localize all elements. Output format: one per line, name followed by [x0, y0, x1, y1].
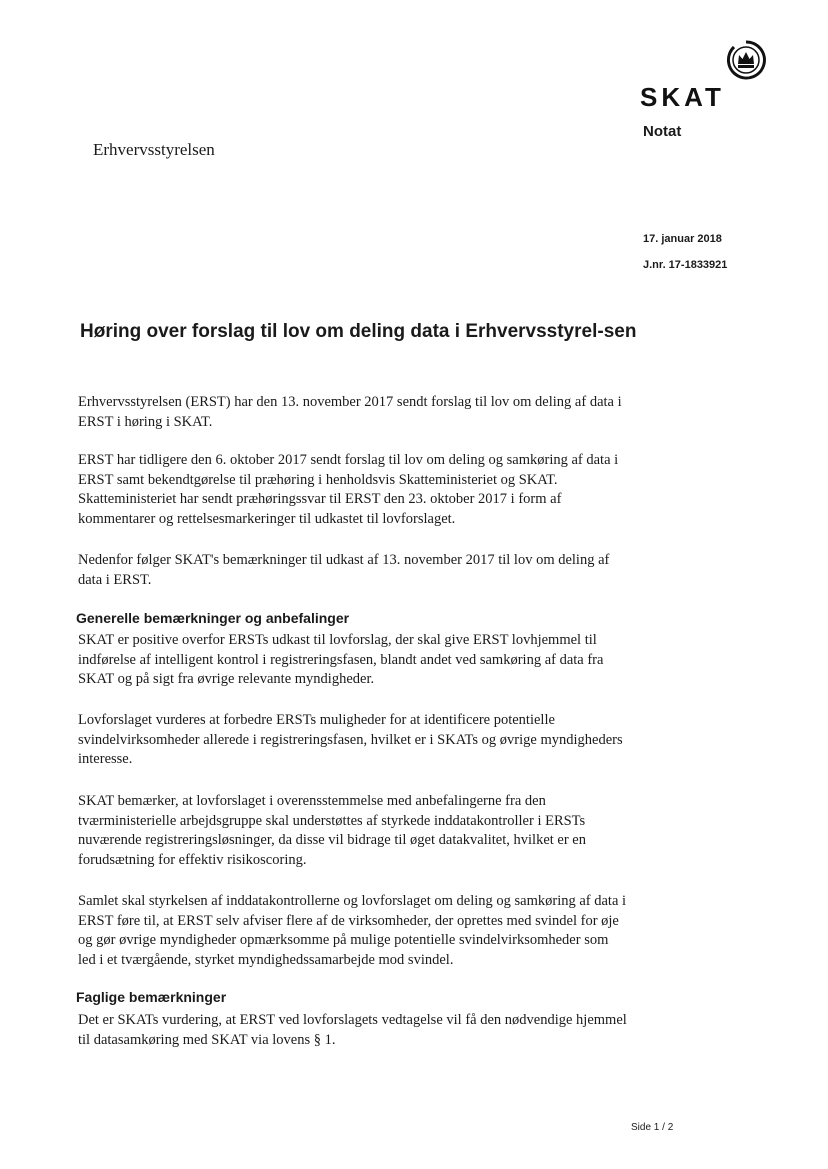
paragraph-general-3: SKAT bemærker, at lovforslaget i overensstemmelse med anbefalingerne fra den tværministerielle arbejdsgruppe skal understøttes af styrkede inddatakontroller i ERSTs nuværende registreringsløsninger, da disse vil bidrage til øget datakvalitet, hvilket er en forudsætning for effektiv risikoscoring. [78, 793, 586, 868]
paragraph-overview: Nedenfor følger SKAT's bemærkninger til udkast af 13. november 2017 til lov om deling af data i ERST. [78, 552, 610, 588]
document-title: Høring over forslag til lov om deling data i Erhvervsstyrel-sen [80, 321, 637, 342]
crown-emblem-icon [726, 40, 766, 80]
section-heading-technical: Faglige bemærkninger [76, 989, 227, 1005]
paragraph-general-1: SKAT er positive overfor ERSTs udkast til lovforslag, der skal give ERST lovhjemmel til indførelse af intelligent kontrol i registreringsfasen, blandt andet ved samkøring af data fra SKAT og på sigt fra øvrige relevante myndigheder. [78, 632, 604, 687]
paragraph-technical-1: Det er SKATs vurdering, at ERST ved lovforslagets vedtagelse vil få den nødvendige hjemmel til datasamkøring med SKAT via lovens § 1. [78, 1012, 627, 1048]
page-number: Side 1 / 2 [631, 1122, 674, 1133]
document-date: 17. januar 2018 [643, 233, 722, 245]
recipient: Erhvervsstyrelsen [93, 140, 215, 159]
skat-wordmark: SKAT [640, 82, 725, 112]
journal-number: J.nr. 17-1833921 [643, 259, 728, 271]
paragraph-background: ERST har tidligere den 6. oktober 2017 sendt forslag til lov om deling og samkøring af data i ERST samt bekendtgørelse til præhøring i henholdsvis Skatteministeriet og SKAT. Skatteministeriet har sendt præhøringssvar til ERST den 23. oktober 2017 i form af kommentarer og rettelsesmarkeringer til udkastet til lovforslaget. [78, 452, 619, 527]
paragraph-intro: Erhvervsstyrelsen (ERST) har den 13. november 2017 sendt forslag til lov om deling af data i ERST i høring i SKAT. [78, 394, 622, 430]
paragraph-general-4: Samlet skal styrkelsen af inddatakontrollerne og lovforslaget om deling og samkøring af data i ERST føre til, at ERST selv afviser flere af de virksomheder, der oprettes med svindel for øje og gør øvrige myndigheder opmærksomme på mulige potentielle svindelvirksomheder som led i et tværgående, styrket myndighedssamarbejde mod svindel. [78, 893, 627, 968]
section-heading-general: Generelle bemærkninger og anbefalinger [76, 610, 350, 626]
document-type: Notat [643, 123, 682, 140]
paragraph-general-2: Lovforslaget vurderes at forbedre ERSTs muligheder for at identificere potentielle svindelvirksomheder allerede i registreringsfasen, hvilket er i SKATs og øvrige myndigheders interesse. [78, 712, 623, 767]
skat-logo [640, 40, 760, 110]
